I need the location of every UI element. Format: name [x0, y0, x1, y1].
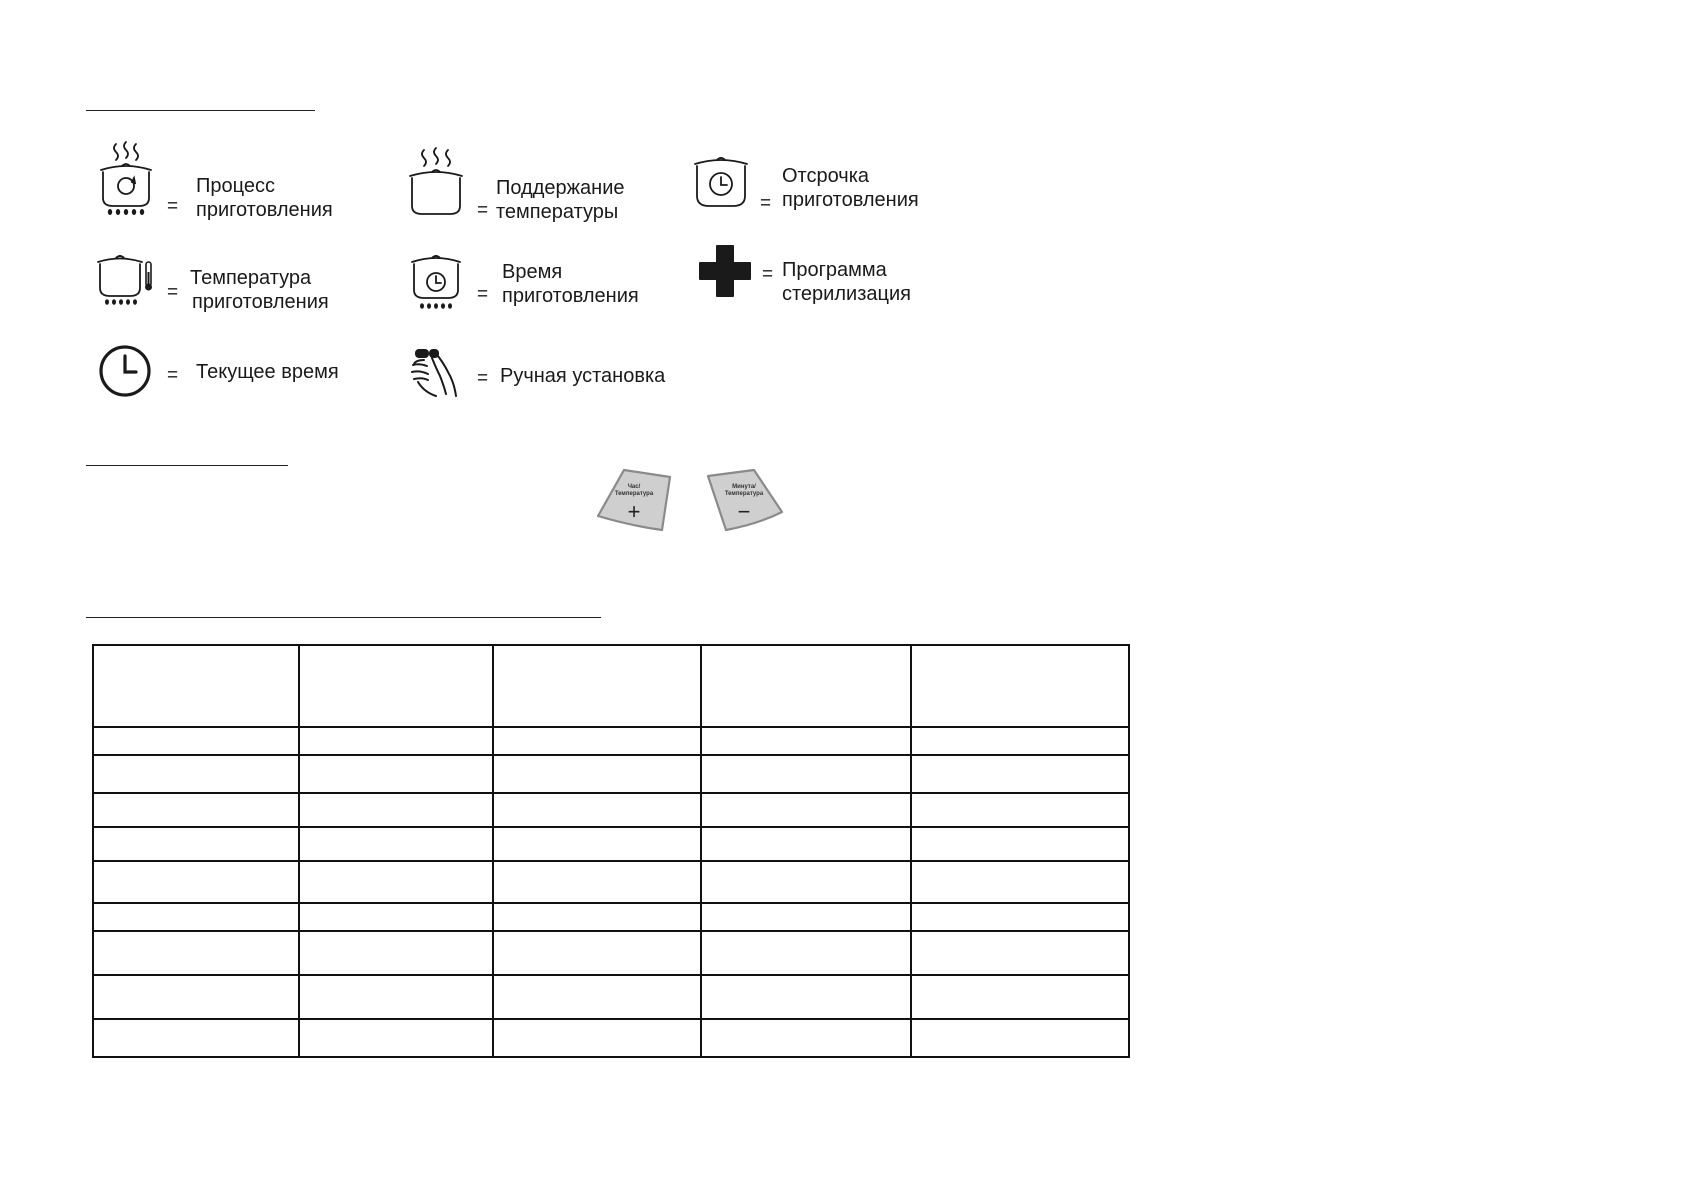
program-table-body	[93, 645, 1129, 1057]
equals-sign: =	[477, 368, 489, 389]
table-row	[93, 903, 1129, 931]
cooking-time-pot-icon	[410, 252, 462, 310]
table-cell	[93, 1019, 299, 1057]
table-cell	[493, 727, 701, 755]
table-row	[93, 1019, 1129, 1057]
table-row	[93, 755, 1129, 793]
table-cell	[493, 1019, 701, 1057]
table-cell	[493, 755, 701, 793]
table-cell	[493, 827, 701, 861]
equals-sign: =	[477, 200, 489, 221]
section-rule-buttons	[86, 465, 288, 466]
table-row	[93, 861, 1129, 903]
table-cell	[911, 975, 1129, 1019]
table-cell	[701, 755, 911, 793]
table-cell	[93, 861, 299, 903]
equals-sign: =	[760, 193, 772, 214]
table-cell	[93, 903, 299, 931]
program-table	[92, 644, 1130, 1058]
table-cell	[299, 727, 493, 755]
table-cell	[493, 931, 701, 975]
table-cell	[701, 645, 911, 727]
legend-label-sterilization: Программа стерилизация	[782, 259, 911, 305]
table-cell	[493, 975, 701, 1019]
table-cell	[911, 645, 1129, 727]
table-cell	[911, 793, 1129, 827]
table-cell	[911, 755, 1129, 793]
plus-icon: +	[627, 499, 641, 524]
table-cell	[93, 827, 299, 861]
table-header-row	[93, 645, 1129, 727]
table-cell	[911, 1019, 1129, 1057]
table-cell	[701, 1019, 911, 1057]
table-cell	[701, 975, 911, 1019]
cooking-process-pot-icon	[96, 142, 156, 216]
legend-label-delayed-start: Отсрочка приготовления	[782, 165, 919, 211]
sterilization-cross-icon	[700, 246, 750, 296]
table-cell	[299, 975, 493, 1019]
table-cell	[493, 793, 701, 827]
equals-sign: =	[167, 196, 179, 217]
table-row	[93, 727, 1129, 755]
table-cell	[701, 827, 911, 861]
section-rule-table	[86, 617, 601, 618]
table-cell	[299, 903, 493, 931]
legend-label-cooking-temperature: Температура приготовления	[190, 267, 329, 313]
table-cell	[93, 727, 299, 755]
table-cell	[911, 861, 1129, 903]
table-cell	[493, 645, 701, 727]
minus-icon: −	[737, 499, 751, 524]
table-cell	[93, 793, 299, 827]
legend-label-keep-warm: Поддержание температуры	[496, 177, 625, 223]
equals-sign: =	[167, 282, 179, 303]
minute-temperature-label: Минута/ Температура	[724, 484, 764, 497]
table-cell	[701, 861, 911, 903]
table-cell	[911, 727, 1129, 755]
table-cell	[93, 975, 299, 1019]
table-row	[93, 931, 1129, 975]
table-cell	[701, 903, 911, 931]
hour-temperature-label: Час/ Температура	[614, 484, 654, 497]
table-cell	[299, 645, 493, 727]
table-cell	[911, 827, 1129, 861]
table-cell	[299, 755, 493, 793]
table-cell	[299, 861, 493, 903]
legend-label-current-time: Текущее время	[196, 361, 339, 383]
table-cell	[701, 931, 911, 975]
table-cell	[299, 1019, 493, 1057]
equals-sign: =	[167, 365, 179, 386]
table-cell	[911, 931, 1129, 975]
equals-sign: =	[762, 264, 774, 285]
cooking-temperature-pot-icon	[96, 252, 156, 306]
table-cell	[299, 793, 493, 827]
hour-temperature-plus-button[interactable]	[596, 468, 672, 534]
keep-warm-pot-icon	[406, 148, 466, 218]
legend-label-cooking-process: Процесс приготовления	[196, 175, 333, 221]
table-cell	[701, 793, 911, 827]
table-row	[93, 975, 1129, 1019]
table-cell	[93, 755, 299, 793]
delayed-start-pot-icon	[690, 152, 752, 212]
table-cell	[493, 903, 701, 931]
legend-label-manual-setting: Ручная установка	[500, 365, 666, 387]
table-cell	[93, 931, 299, 975]
table-row	[93, 793, 1129, 827]
hand-press-icon	[410, 346, 462, 400]
table-cell	[911, 903, 1129, 931]
equals-sign: =	[477, 284, 489, 305]
section-rule-symbols	[86, 110, 315, 111]
table-cell	[701, 727, 911, 755]
table-cell	[299, 931, 493, 975]
legend-label-cooking-time: Время приготовления	[502, 261, 639, 307]
minute-temperature-minus-button[interactable]	[706, 468, 782, 534]
table-cell	[93, 645, 299, 727]
clock-icon	[98, 344, 152, 398]
table-cell	[299, 827, 493, 861]
table-cell	[493, 861, 701, 903]
table-row	[93, 827, 1129, 861]
